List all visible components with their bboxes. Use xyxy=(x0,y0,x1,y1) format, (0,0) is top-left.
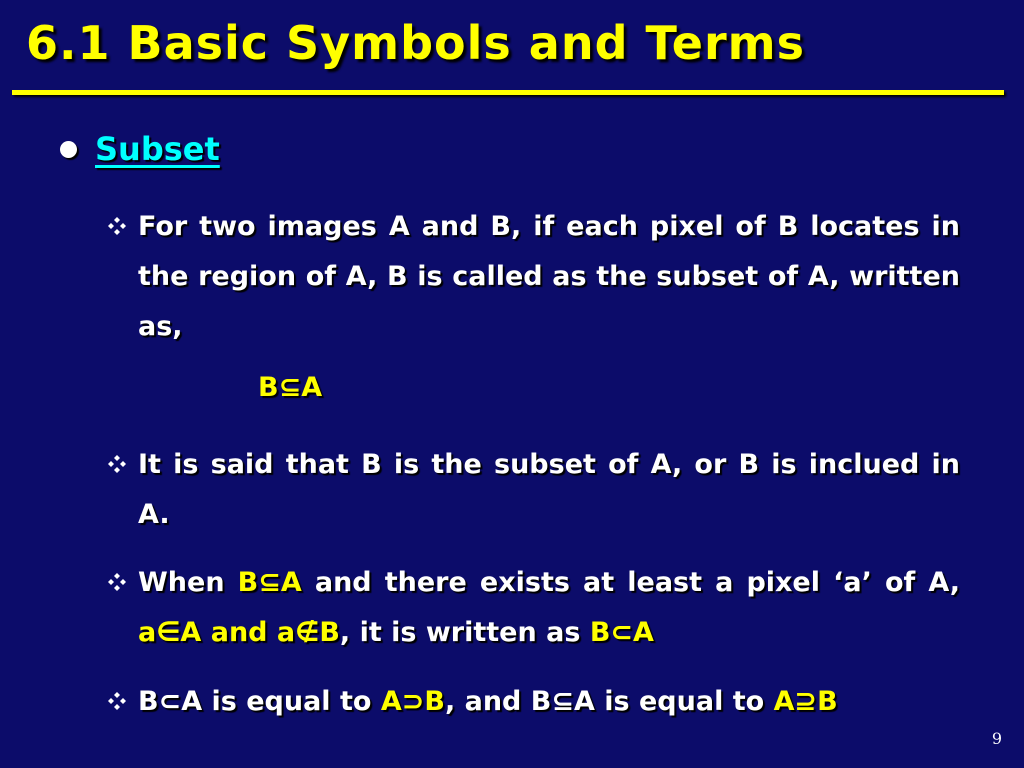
equivalence-item xyxy=(138,677,960,727)
subset-heading[interactable]: Subset xyxy=(95,130,220,168)
subset-formula: B⊆A xyxy=(258,372,323,403)
definition-item xyxy=(138,202,960,352)
inclusion-item xyxy=(138,440,960,540)
equivalence-text-2: , and B⊆A is equal to xyxy=(444,686,774,717)
proper-subset-item xyxy=(138,558,960,658)
subset-bullet xyxy=(60,130,220,168)
proper-subset-formula-2: B⊂A xyxy=(589,617,654,648)
superset-formula-2: A⊇B xyxy=(773,686,838,717)
four-diamond-icon xyxy=(108,455,126,473)
proper-subset-text-2: and there exists at least a pixel ‘a’ of A, xyxy=(301,567,960,598)
title-underline xyxy=(12,90,1004,95)
page-number: 9 xyxy=(991,729,1002,748)
four-diamond-icon xyxy=(108,573,126,591)
four-diamond-icon xyxy=(108,217,126,235)
four-diamond-icon xyxy=(108,692,126,710)
superset-formula-1: A⊃B xyxy=(380,686,445,717)
equivalence-text-1: B⊂A is equal to xyxy=(138,686,381,717)
proper-subset-text-1: When xyxy=(138,567,238,598)
inclusion-text: It is said that B is the subset of A, or B is inclued in A. xyxy=(138,449,960,530)
membership-formula: a∈A and a∉B xyxy=(138,617,340,648)
slide-title: 6.1 Basic Symbols and Terms xyxy=(26,16,805,70)
proper-subset-formula-1: B⊆A xyxy=(237,567,302,598)
proper-subset-text-3: , it is written as xyxy=(339,617,590,648)
round-bullet-icon xyxy=(60,141,77,158)
definition-text: For two images A and B, if each pixel of B locates in the region of A, B is called as the subset of A, written as, xyxy=(138,211,960,342)
